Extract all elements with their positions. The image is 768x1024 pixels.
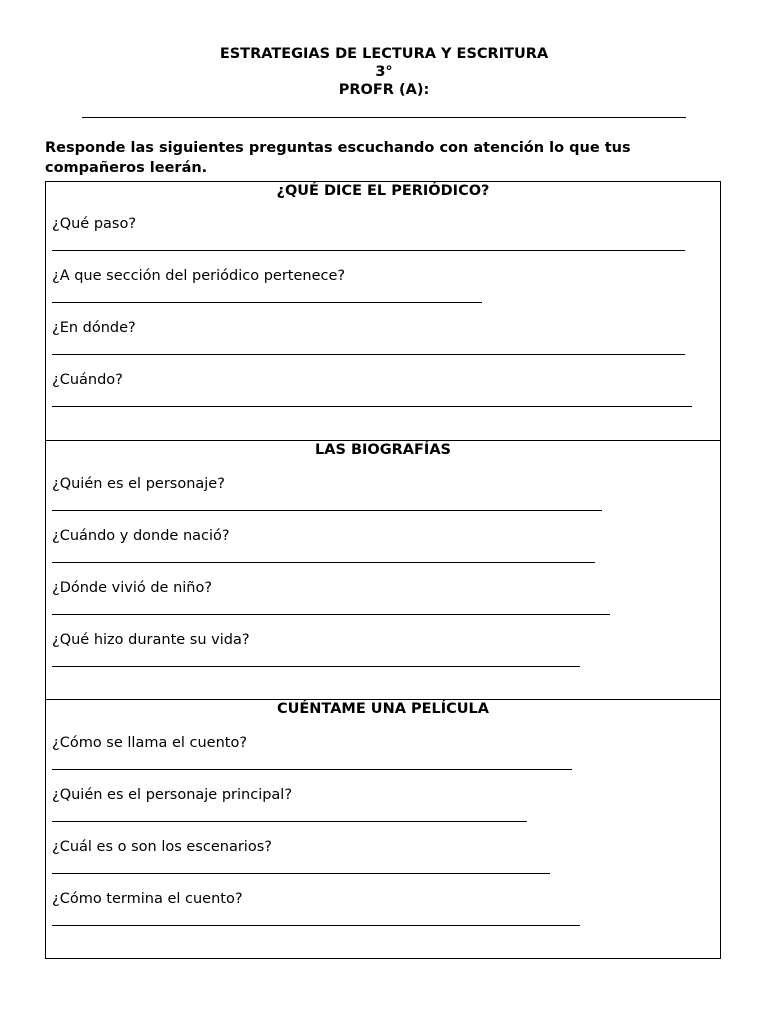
question-label: ¿Cuándo? <box>52 372 123 388</box>
question-label: ¿Qué hizo durante su vida? <box>52 632 250 648</box>
teacher-label: PROFR (A): <box>338 82 430 98</box>
section-pelicula <box>46 699 720 959</box>
answer-line[interactable] <box>52 873 550 874</box>
section-biografias <box>46 440 720 700</box>
answer-line[interactable] <box>52 666 580 667</box>
answer-line[interactable] <box>52 406 692 407</box>
question-label: ¿Cómo se llama el cuento? <box>52 735 248 751</box>
question-label: ¿Cómo termina el cuento? <box>52 891 243 907</box>
question-label: ¿Cuándo y donde nació? <box>52 528 230 544</box>
answer-line[interactable] <box>52 302 482 303</box>
question-label: ¿Dónde vivió de niño? <box>52 580 213 596</box>
answer-line[interactable] <box>52 250 685 251</box>
section-periodico <box>46 182 720 441</box>
question-table <box>45 181 721 959</box>
instructions-text: Responde las siguientes preguntas escuchando con atención lo que tus compañeros leerán. <box>45 140 631 176</box>
answer-line[interactable] <box>52 510 602 511</box>
document-title: ESTRATEGIAS DE LECTURA Y ESCRITURA <box>219 46 549 62</box>
question-label: ¿En dónde? <box>52 320 136 336</box>
grade-label: 3° <box>375 64 393 80</box>
question-label: ¿Quién es el personaje? <box>52 476 225 492</box>
question-label: ¿Cuál es o son los escenarios? <box>52 839 272 855</box>
section-title: CUÉNTAME UNA PELÍCULA <box>276 701 490 717</box>
answer-line[interactable] <box>52 562 595 563</box>
question-label: ¿Quién es el personaje principal? <box>52 787 293 803</box>
question-label: ¿Qué paso? <box>52 216 137 232</box>
answer-line[interactable] <box>52 354 685 355</box>
answer-line[interactable] <box>52 614 610 615</box>
answer-line[interactable] <box>52 769 572 770</box>
section-title: ¿QUÉ DICE EL PERIÓDICO? <box>276 183 490 199</box>
teacher-name-line[interactable] <box>82 117 686 118</box>
section-title: LAS BIOGRAFÍAS <box>315 442 451 458</box>
document-header <box>0 45 768 99</box>
question-label: ¿A que sección del periódico pertenece? <box>52 268 346 284</box>
answer-line[interactable] <box>52 821 527 822</box>
answer-line[interactable] <box>52 925 580 926</box>
